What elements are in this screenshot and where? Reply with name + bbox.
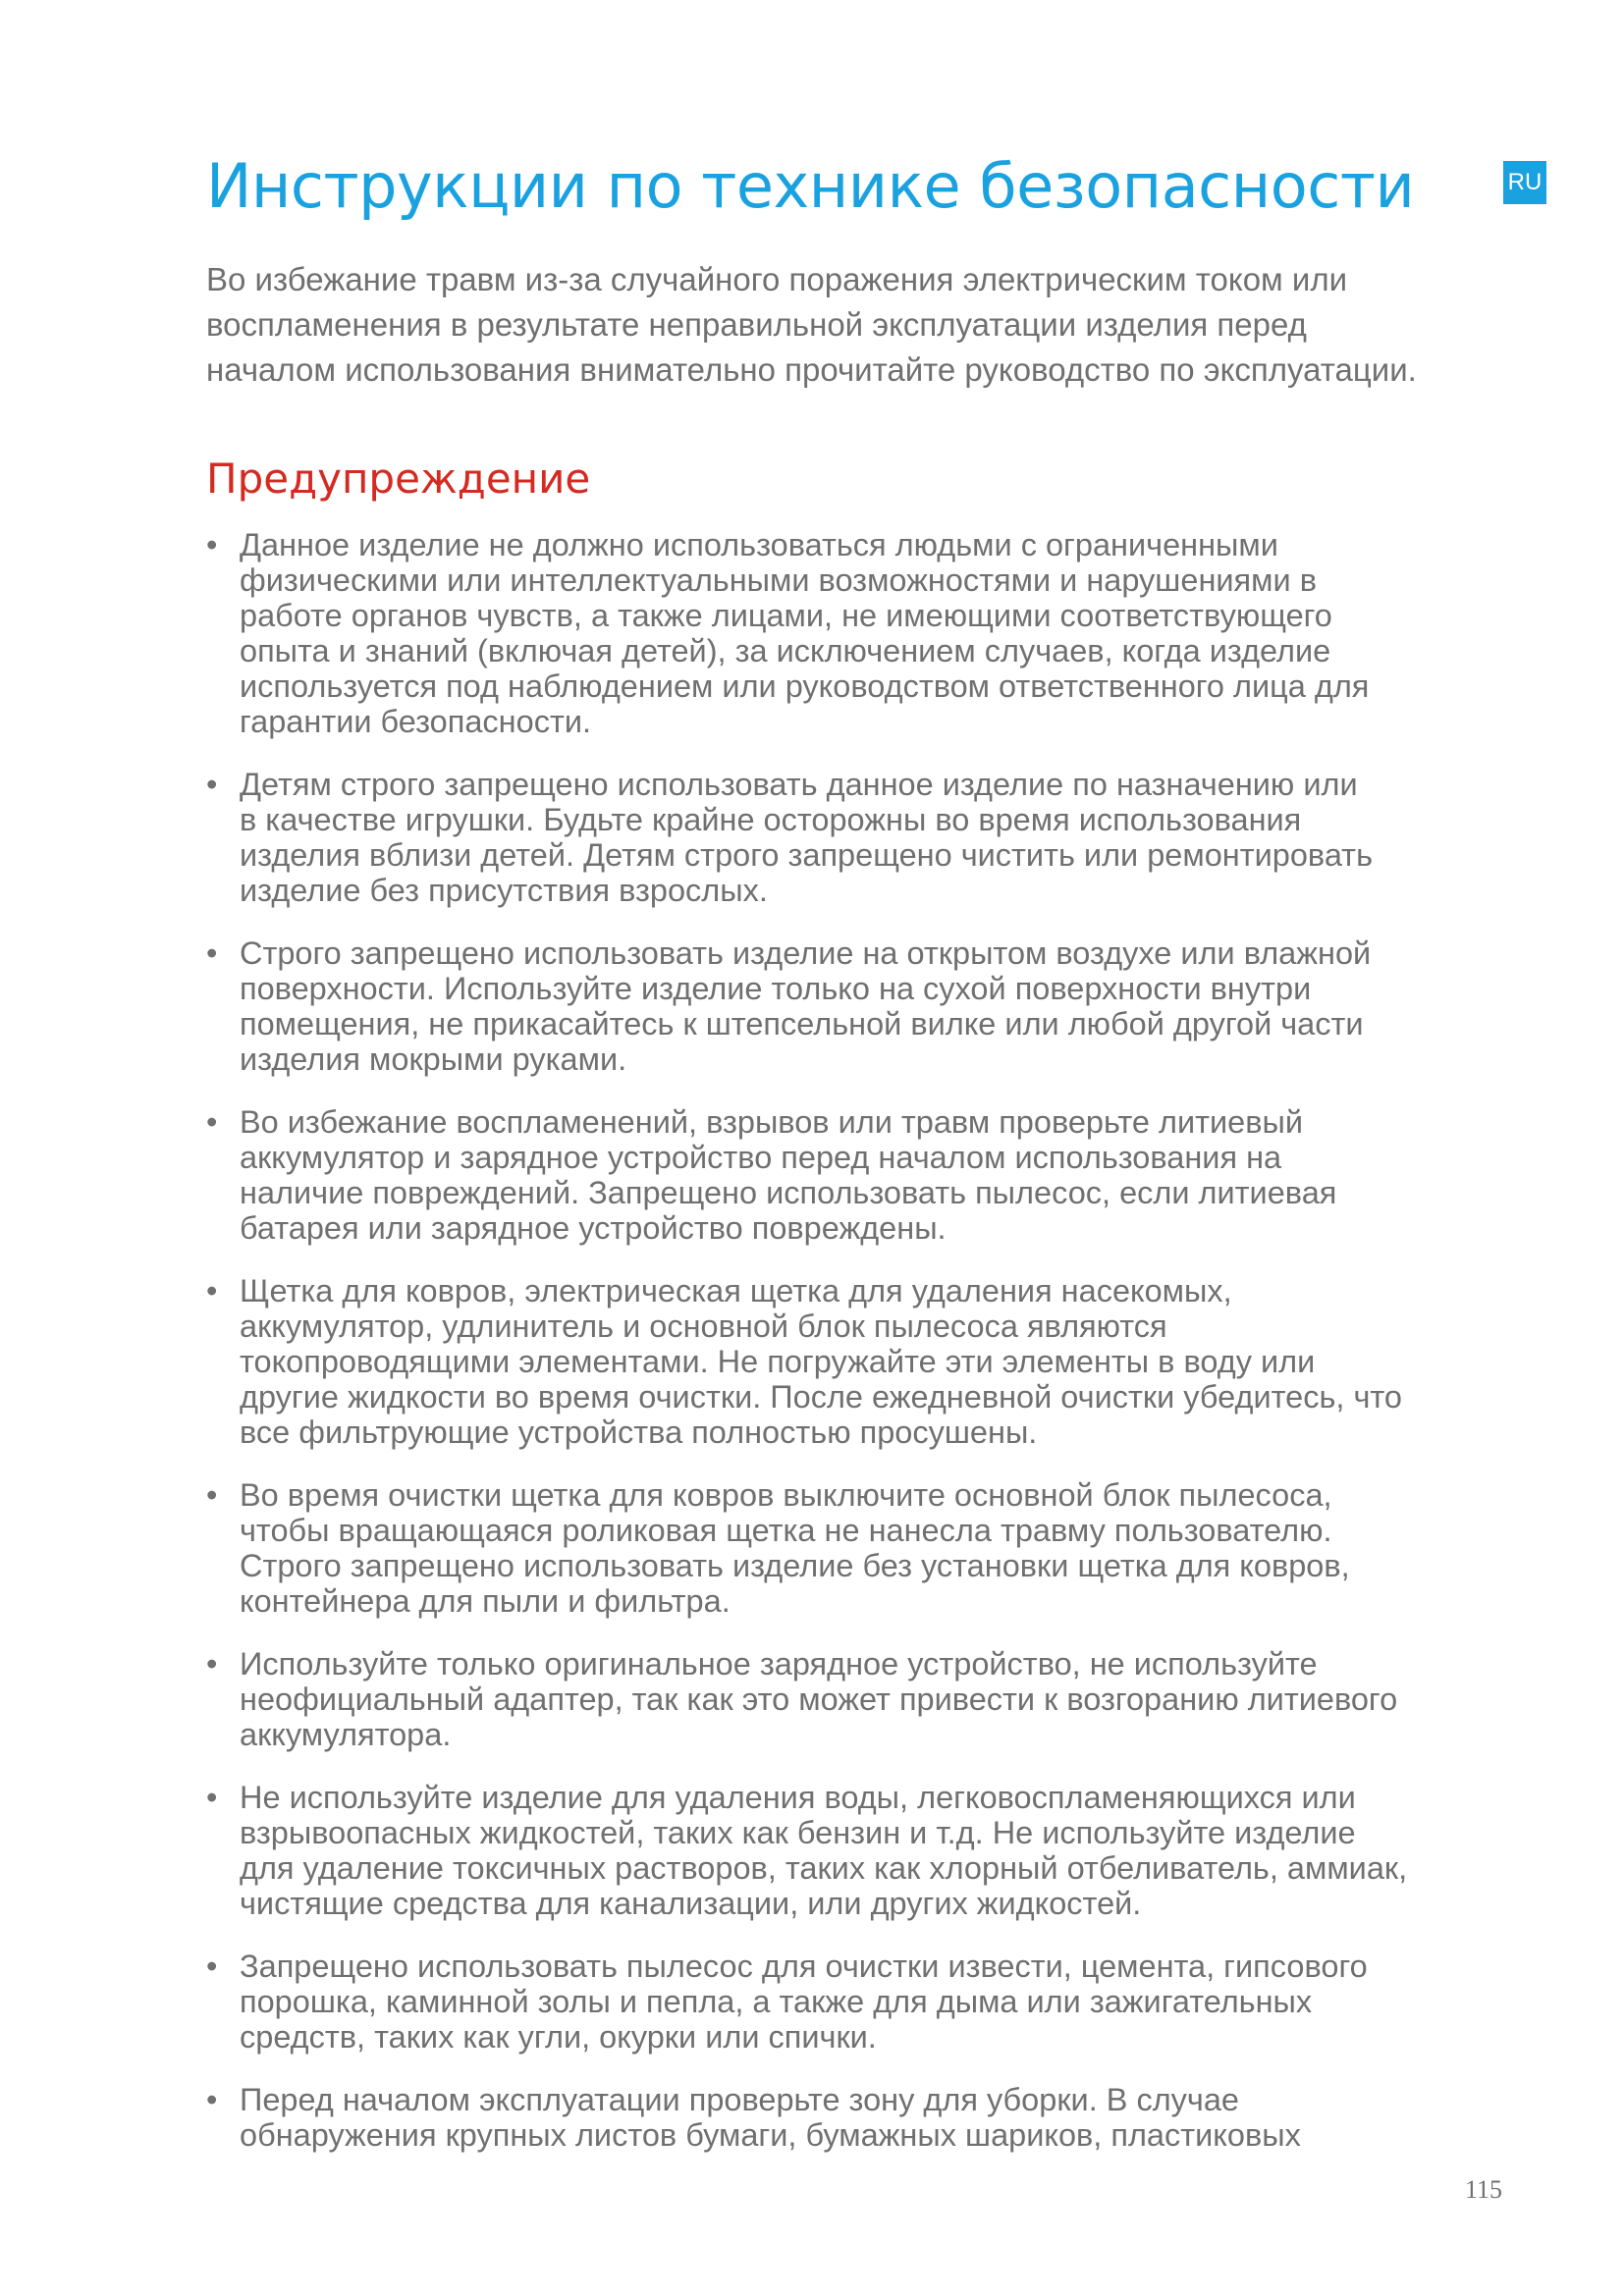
language-badge: RU	[1503, 161, 1546, 204]
bullet-icon: •	[206, 1477, 218, 1513]
warning-line: гарантии безопасности.	[240, 704, 592, 739]
intro-line: воспламенения в результате неправильной эксплуатации изделия перед	[206, 306, 1307, 343]
intro-line: началом использования внимательно прочитайте руководство по эксплуатации.	[206, 351, 1417, 388]
warning-line: взрывоопасных жидкостей, таких как бензин и т.д. Не используйте изделие	[240, 1815, 1356, 1850]
bullet-icon: •	[206, 1949, 218, 1984]
page-number: 115	[1464, 2175, 1502, 2204]
bullet-icon: •	[206, 767, 218, 802]
warning-line: физическими или интеллектуальными возможностями и нарушениями в	[240, 562, 1317, 598]
warning-line: чистящие средства для канализации, или других жидкостей.	[240, 1886, 1142, 1921]
warning-line: токопроводящими элементами. Не погружайте эти элементы в воду или	[240, 1344, 1316, 1379]
intro-line: Во избежание травм из-за случайного поражения электрическим током или	[206, 261, 1348, 297]
bullet-icon: •	[206, 527, 218, 562]
warning-line: Во время очистки щетка для ковров выключите основной блок пылесоса,	[240, 1477, 1332, 1513]
warning-heading: Предупреждение	[206, 454, 591, 503]
warning-line: батарея или зарядное устройство повреждены.	[240, 1210, 947, 1246]
warning-line: чтобы вращающаяся роликовая щетка не нанесла травму пользователю.	[240, 1513, 1332, 1548]
warning-line: опыта и знаний (включая детей), за исключением случаев, когда изделие	[240, 633, 1331, 668]
warning-line: изделие без присутствия взрослых.	[240, 873, 768, 908]
warning-item	[206, 1780, 1512, 1921]
warning-item	[206, 935, 1512, 1077]
bullet-icon: •	[206, 1646, 218, 1682]
warning-item	[206, 527, 1512, 739]
warning-item	[206, 1477, 1512, 1619]
bullet-icon: •	[206, 1273, 218, 1308]
warning-line: изделия вблизи детей. Детям строго запрещено чистить или ремонтировать	[240, 837, 1374, 873]
intro-paragraph	[206, 257, 1483, 393]
warning-line: обнаружения крупных листов бумаги, бумажных шариков, пластиковых	[240, 2117, 1301, 2153]
warning-line: Во избежание воспламенений, взрывов или травм проверьте литиевый	[240, 1104, 1304, 1140]
warning-item	[206, 1646, 1512, 1752]
warning-line: Строго запрещено использовать изделие без установки щетка для ковров,	[240, 1548, 1350, 1583]
warning-line: для удаление токсичных растворов, таких как хлорный отбеливатель, аммиак,	[240, 1850, 1408, 1886]
warning-line: в качестве игрушки. Будьте крайне осторожны во время использования	[240, 802, 1302, 837]
bullet-icon: •	[206, 2082, 218, 2117]
bullet-icon: •	[206, 1104, 218, 1140]
warning-line: контейнера для пыли и фильтра.	[240, 1583, 731, 1619]
bullet-icon: •	[206, 1780, 218, 1815]
warning-item	[206, 2082, 1512, 2153]
warning-line: Детям строго запрещено использовать данное изделие по назначению или	[240, 767, 1358, 802]
warning-list	[206, 527, 1512, 2180]
warning-line: Строго запрещено использовать изделие на открытом воздухе или влажной	[240, 935, 1372, 971]
warning-line: все фильтрующие устройства полностью просушены.	[240, 1415, 1038, 1450]
warning-line: аккумулятор и зарядное устройство перед началом использования на	[240, 1140, 1282, 1175]
bullet-icon: •	[206, 935, 218, 971]
warning-line: Используйте только оригинальное зарядное устройство, не используйте	[240, 1646, 1318, 1682]
warning-line: неофициальный адаптер, так как это может привести к возгоранию литиевого	[240, 1682, 1398, 1717]
warning-line: аккумулятор, удлинитель и основной блок пылесоса являются	[240, 1308, 1167, 1344]
warning-line: работе органов чувств, а также лицами, не имеющими соответствующего	[240, 598, 1332, 633]
warning-line: Не используйте изделие для удаления воды, легковоспламеняющихся или	[240, 1780, 1356, 1815]
warning-item	[206, 767, 1512, 908]
warning-line: Запрещено использовать пылесос для очистки извести, цемента, гипсового	[240, 1949, 1368, 1984]
warning-item	[206, 1949, 1512, 2055]
warning-line: порошка, каминной золы и пепла, а также для дыма или зажигательных	[240, 1984, 1313, 2019]
warning-item	[206, 1273, 1512, 1450]
warning-line: наличие повреждений. Запрещено использовать пылесос, если литиевая	[240, 1175, 1337, 1210]
page-title: Инструкции по технике безопасности	[206, 150, 1415, 222]
warning-line: средств, таких как угли, окурки или спички.	[240, 2019, 877, 2055]
warning-line: аккумулятора.	[240, 1717, 452, 1752]
warning-line: другие жидкости во время очистки. После ежедневной очистки убедитесь, что	[240, 1379, 1402, 1415]
warning-item	[206, 1104, 1512, 1246]
warning-line: Данное изделие не должно использоваться людьми с ограниченными	[240, 527, 1278, 562]
warning-line: изделия мокрыми руками.	[240, 1041, 627, 1077]
warning-line: используется под наблюдением или руководством ответственного лица для	[240, 668, 1370, 704]
warning-line: поверхности. Используйте изделие только на сухой поверхности внутри	[240, 971, 1312, 1006]
warning-line: помещения, не прикасайтесь к штепсельной вилке или любой другой части	[240, 1006, 1364, 1041]
warning-line: Щетка для ковров, электрическая щетка для удаления насекомых,	[240, 1273, 1232, 1308]
warning-line: Перед началом эксплуатации проверьте зону для уборки. В случае	[240, 2082, 1240, 2117]
